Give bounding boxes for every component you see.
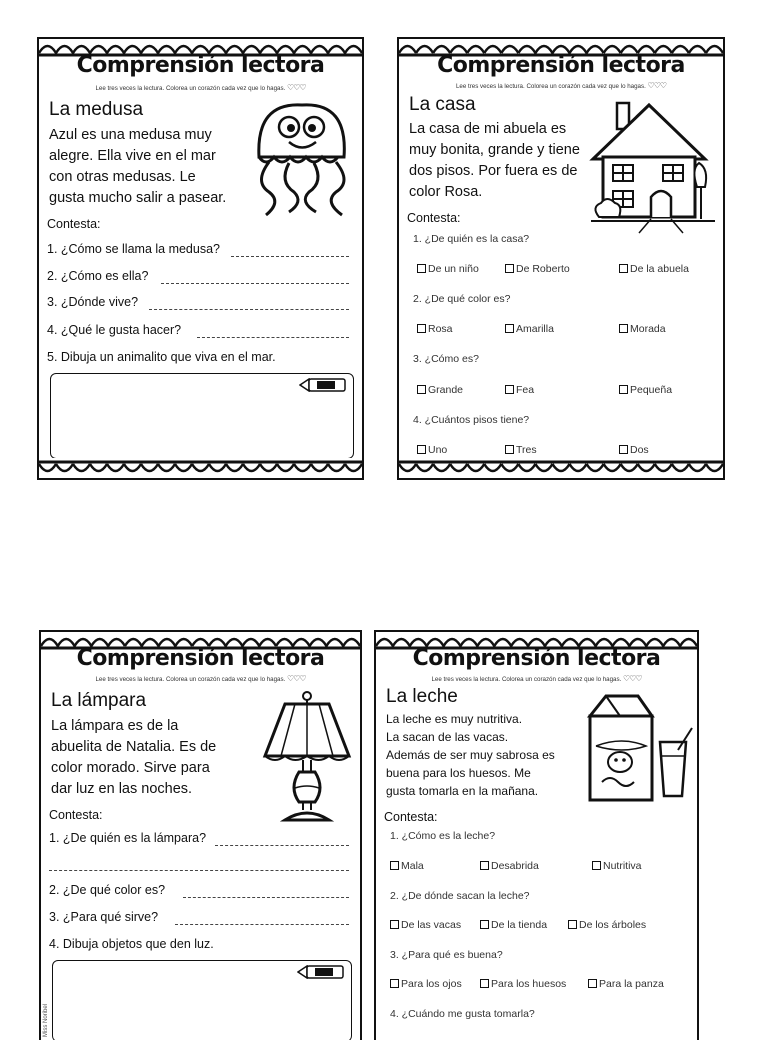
answer-line-3[interactable] — [149, 309, 349, 310]
worksheet-medusa — [37, 37, 364, 480]
hearts-icon[interactable]: ♡♡♡ — [647, 81, 667, 90]
author-credit: Miss Noribel — [43, 1003, 49, 1037]
question-2: 2. ¿De dónde sacan la leche? — [390, 890, 530, 902]
story-title: La casa — [409, 94, 476, 115]
checkbox-icon[interactable] — [592, 861, 601, 870]
hearts-icon[interactable]: ♡♡♡ — [287, 674, 306, 683]
story-text — [51, 716, 261, 800]
option-checkbox[interactable]: Mala — [390, 860, 424, 872]
question-3: 3. ¿Dónde vive? — [47, 295, 139, 309]
instruction-text: Lee tres veces la lectura. Colorea un corazón cada vez que lo hagas. — [95, 85, 286, 92]
option-checkbox[interactable]: De la abuela — [619, 263, 689, 275]
story-line: gusta mucho salir a pasear. — [49, 190, 227, 206]
question-3: 3. ¿Cómo es? — [413, 353, 479, 365]
story-title: La leche — [386, 686, 458, 707]
crayon-icon — [297, 965, 345, 979]
contesta-label: Contesta: — [49, 808, 103, 822]
story-line: color morado. Sirve para — [51, 760, 210, 776]
story-line: gusta tomarla en la mañana. — [386, 784, 539, 798]
option-checkbox[interactable]: De un niño — [417, 263, 479, 275]
option-checkbox[interactable]: Para los ojos — [390, 978, 462, 990]
checkbox-icon[interactable] — [505, 385, 514, 394]
story-line: con otras medusas. Le — [49, 169, 196, 185]
page-title: Comprensión lectora — [412, 646, 661, 671]
checkbox-icon[interactable] — [505, 445, 514, 454]
answer-line-2[interactable] — [161, 283, 349, 284]
option-checkbox[interactable]: Desabrida — [480, 860, 539, 872]
worksheet-casa — [397, 37, 725, 480]
checkbox-icon[interactable] — [505, 264, 514, 273]
checkbox-icon[interactable] — [480, 979, 489, 988]
question-4: 4. ¿Cuándo me gusta tomarla? — [390, 1008, 535, 1020]
instruction-line — [47, 674, 354, 683]
checkbox-icon[interactable] — [619, 324, 628, 333]
story-line: muy bonita, grande y tiene — [409, 142, 580, 158]
checkbox-icon[interactable] — [417, 445, 426, 454]
story-line: La casa de mi abuela es — [409, 121, 567, 137]
option-checkbox[interactable]: Tres — [505, 444, 537, 456]
question-3: 3. ¿Para qué es buena? — [390, 949, 503, 961]
checkbox-icon[interactable] — [480, 920, 489, 929]
story-title: La medusa — [49, 99, 144, 120]
story-line: abuelita de Natalia. Es de — [51, 739, 217, 755]
scallop-border-bottom — [399, 458, 723, 478]
question-3: 3. ¿Para qué sirve? — [49, 910, 159, 924]
question-4: 4. Dibuja objetos que den luz. — [49, 937, 214, 951]
question-1: 1. ¿De quién es la lámpara? — [49, 831, 207, 845]
question-4: 4. ¿Qué le gusta hacer? — [47, 323, 182, 337]
instruction-text: Lee tres veces la lectura. Colorea un corazón cada vez que lo hagas. — [95, 676, 286, 683]
story-line: Además de ser muy sabrosa es — [386, 748, 555, 762]
option-checkbox[interactable]: Morada — [619, 323, 666, 335]
story-line: dos pisos. Por fuera es de — [409, 163, 578, 179]
answer-line-1[interactable] — [231, 256, 349, 257]
story-line: buena para los huesos. Me — [386, 766, 531, 780]
crayon-icon — [299, 378, 347, 392]
question-2: 2. ¿Cómo es ella? — [47, 269, 149, 283]
checkbox-icon[interactable] — [568, 920, 577, 929]
drawing-box[interactable] — [50, 373, 354, 459]
option-checkbox[interactable]: Uno — [417, 444, 447, 456]
scallop-border-bottom — [39, 458, 362, 478]
checkbox-icon[interactable] — [417, 385, 426, 394]
story-line: La sacan de las vacas. — [386, 730, 509, 744]
answer-line-4[interactable] — [197, 337, 349, 338]
story-line: color Rosa. — [409, 184, 483, 200]
checkbox-icon[interactable] — [390, 979, 399, 988]
question-2: 2. ¿De qué color es? — [413, 293, 511, 305]
option-checkbox[interactable]: Fea — [505, 384, 534, 396]
question-1: 1. ¿Cómo se llama la medusa? — [47, 242, 220, 256]
instruction-line — [382, 674, 691, 683]
jellyfish-icon — [244, 97, 359, 222]
checkbox-icon[interactable] — [417, 264, 426, 273]
story-title: La lámpara — [51, 690, 147, 711]
instruction-line — [405, 81, 717, 90]
option-checkbox[interactable]: Nutritiva — [592, 860, 642, 872]
question-5: 5. Dibuja un animalito que viva en el mar. — [47, 350, 276, 364]
page-title: Comprensión lectora — [76, 646, 325, 671]
question-2: 2. ¿De qué color es? — [49, 883, 166, 897]
option-checkbox[interactable]: Para la panza — [588, 978, 664, 990]
milk-carton-icon — [582, 692, 694, 804]
option-checkbox[interactable]: Grande — [417, 384, 463, 396]
answer-line-2[interactable] — [183, 897, 349, 898]
worksheet-leche — [374, 630, 699, 1040]
page-title: Comprensión lectora — [437, 53, 685, 78]
checkbox-icon[interactable] — [505, 324, 514, 333]
drawing-box[interactable] — [52, 960, 352, 1040]
answer-line-1[interactable] — [215, 845, 349, 846]
hearts-icon[interactable]: ♡♡♡ — [287, 83, 306, 92]
story-line: La lámpara es de la — [51, 718, 179, 734]
answer-line-1b[interactable] — [49, 870, 349, 871]
hearts-icon[interactable]: ♡♡♡ — [623, 674, 642, 683]
option-checkbox[interactable]: De la tienda — [480, 919, 547, 931]
question-4: 4. ¿Cuántos pisos tiene? — [413, 414, 530, 426]
checkbox-icon[interactable] — [480, 861, 489, 870]
checkbox-icon[interactable] — [619, 445, 628, 454]
question-1: 1. ¿De quién es la casa? — [413, 233, 530, 245]
contesta-label: Contesta: — [47, 217, 101, 231]
worksheet-lampara — [39, 630, 362, 1040]
instruction-text: Lee tres veces la lectura. Colorea un corazón cada vez que lo hagas. — [431, 676, 622, 683]
option-checkbox[interactable]: Dos — [619, 444, 649, 456]
option-checkbox[interactable]: De los árboles — [568, 919, 646, 931]
checkbox-icon[interactable] — [390, 920, 399, 929]
house-icon — [589, 99, 717, 234]
option-checkbox[interactable]: De Roberto — [505, 263, 570, 275]
instruction-line — [45, 83, 356, 92]
lamp-icon — [259, 688, 354, 828]
checkbox-icon[interactable] — [619, 385, 628, 394]
story-line: Azul es una medusa muy — [49, 127, 212, 143]
checkbox-icon[interactable] — [588, 979, 597, 988]
option-checkbox[interactable]: De las vacas — [390, 919, 461, 931]
story-text — [386, 710, 586, 800]
page-title: Comprensión lectora — [76, 53, 325, 78]
option-checkbox[interactable]: Pequeña — [619, 384, 672, 396]
option-checkbox[interactable]: Rosa — [417, 323, 453, 335]
checkbox-icon[interactable] — [417, 324, 426, 333]
instruction-text: Lee tres veces la lectura. Colorea un corazón cada vez que lo hagas. — [455, 83, 646, 90]
checkbox-icon[interactable] — [390, 861, 399, 870]
contesta-label: Contesta: — [384, 810, 438, 824]
story-line: alegre. Ella vive en el mar — [49, 148, 216, 164]
option-checkbox[interactable]: Amarilla — [505, 323, 554, 335]
checkbox-icon[interactable] — [619, 264, 628, 273]
story-line: dar luz en las noches. — [51, 781, 193, 797]
answer-line-3[interactable] — [175, 924, 349, 925]
question-1: 1. ¿Cómo es la leche? — [390, 830, 496, 842]
option-checkbox[interactable]: Para los huesos — [480, 978, 566, 990]
story-line: La leche es muy nutritiva. — [386, 712, 523, 726]
contesta-label: Contesta: — [407, 211, 461, 225]
